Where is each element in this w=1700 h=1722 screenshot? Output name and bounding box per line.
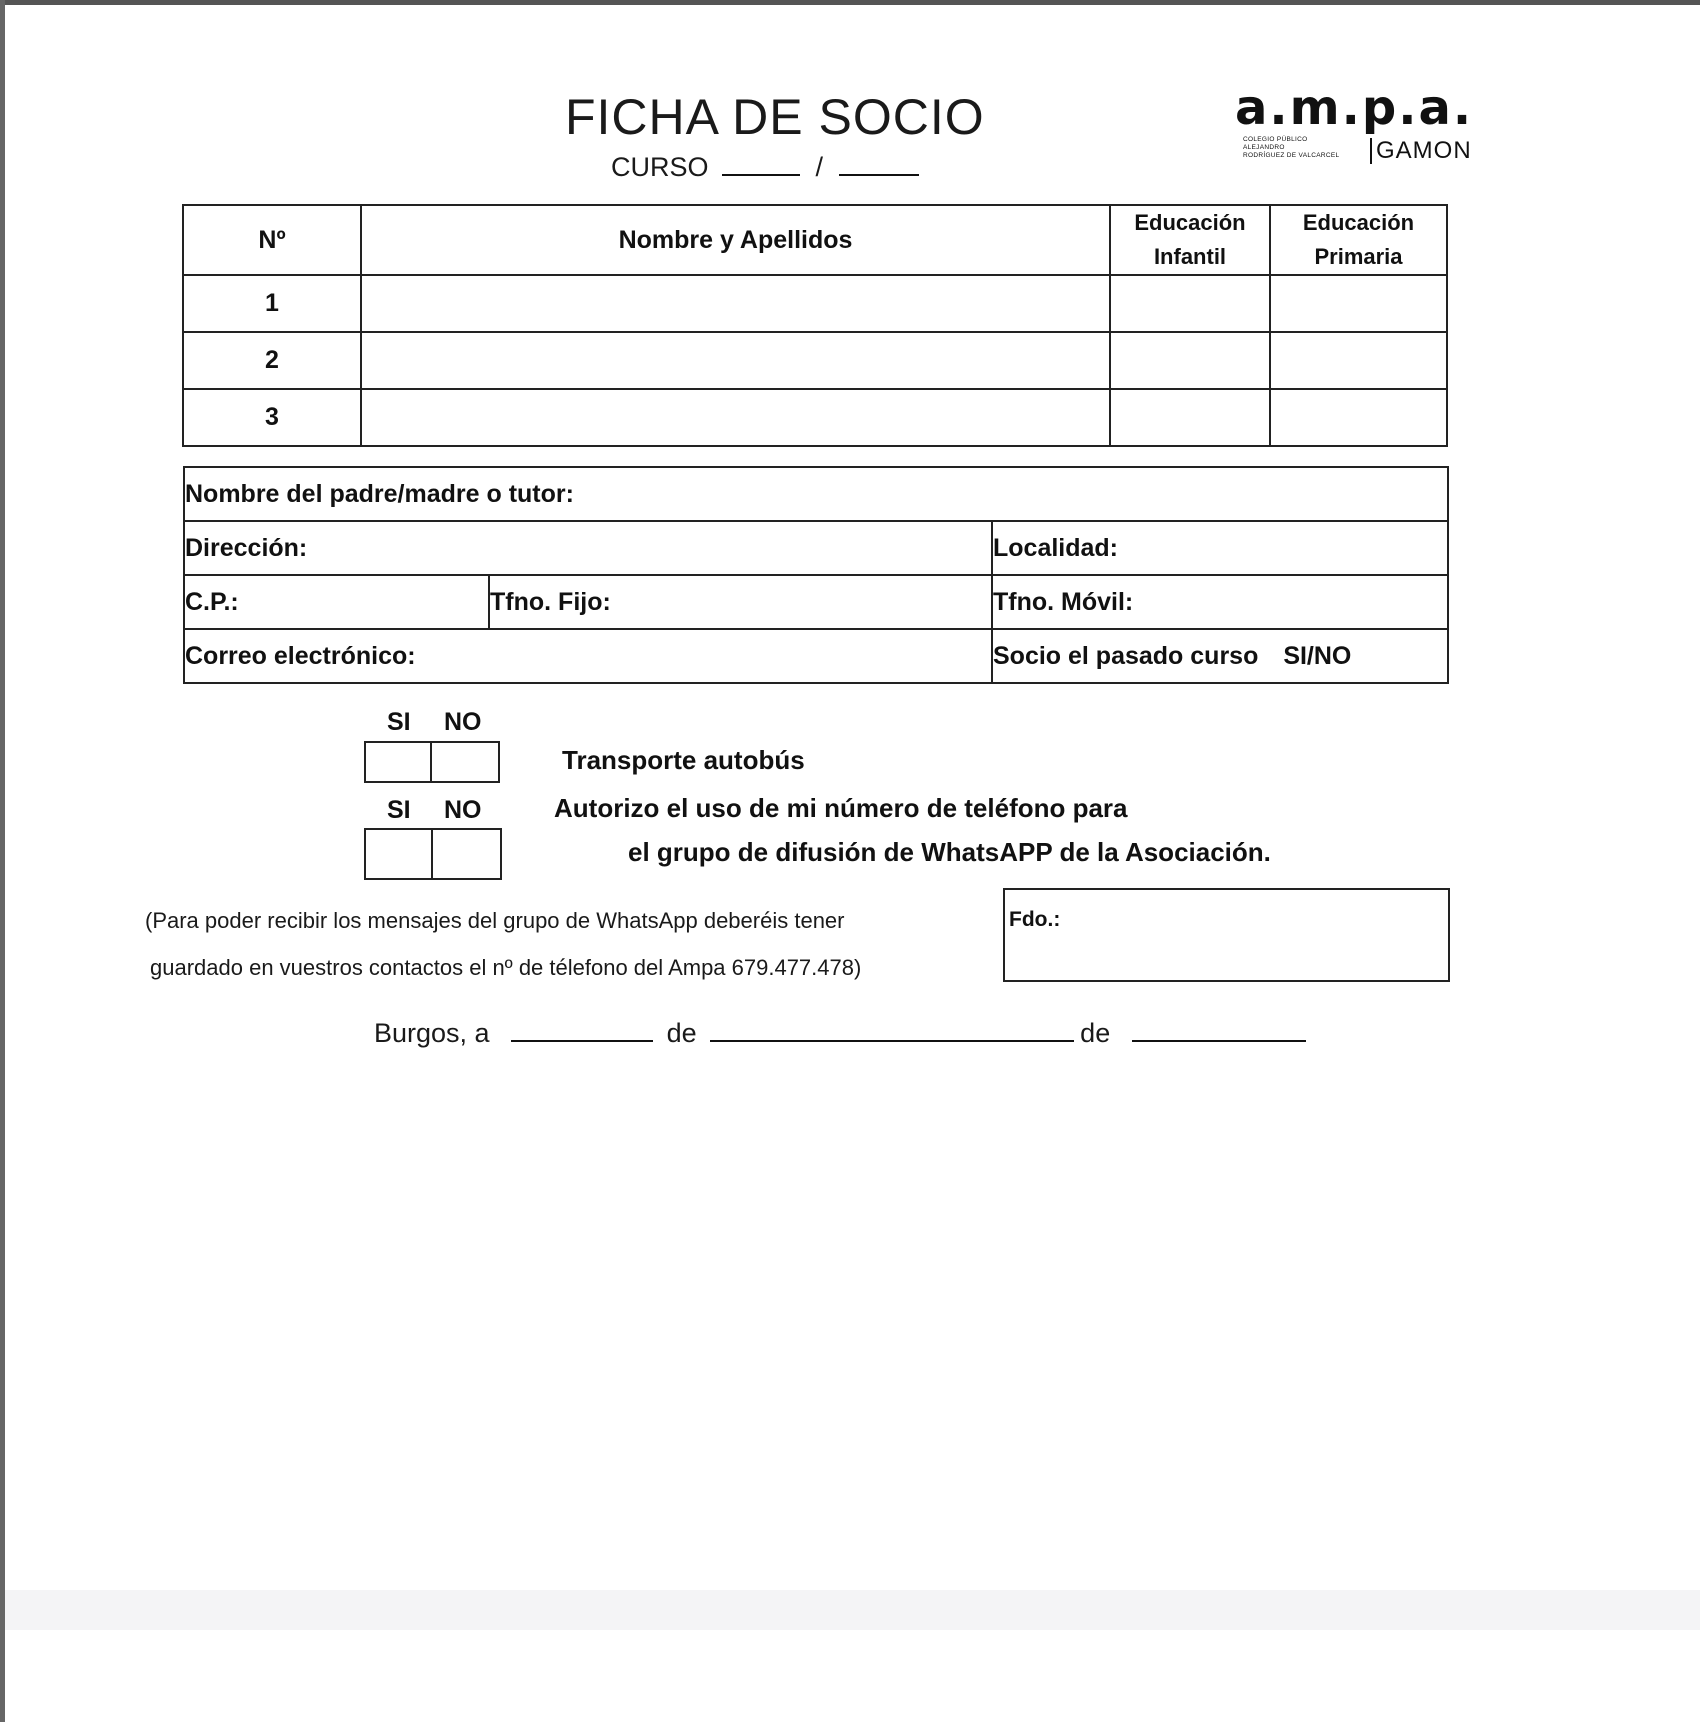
whatsapp-no-checkbox[interactable]	[433, 830, 500, 878]
whatsapp-si-checkbox[interactable]	[366, 830, 433, 878]
landline-field[interactable]	[489, 575, 992, 629]
postal-code-label: C.P.:	[185, 587, 239, 616]
logo-gamon: GAMON	[1370, 138, 1472, 164]
paper-fold-band	[5, 1590, 1700, 1630]
email-row	[184, 629, 1448, 683]
header-number: Nº	[183, 205, 361, 275]
whatsapp-no-label: NO	[444, 796, 482, 824]
header-primaria	[1270, 205, 1447, 275]
header-infantil-line-1: Educación	[1134, 210, 1246, 235]
logo-line-2: ALEJANDRO	[1243, 144, 1285, 151]
infantil-field[interactable]	[1110, 389, 1270, 446]
whatsapp-checkboxes	[364, 828, 502, 880]
curso-line	[611, 152, 919, 183]
email-field[interactable]	[184, 629, 992, 683]
date-de-1: de	[666, 1018, 697, 1048]
whatsapp-label-line-2: el grupo de difusión de WhatsAPP de la Asociación.	[628, 837, 1271, 867]
transport-no-label: NO	[444, 708, 482, 736]
header-name: Nombre y Apellidos	[361, 205, 1110, 275]
email-label: Correo electrónico:	[185, 641, 416, 670]
past-member-field[interactable]	[992, 629, 1448, 683]
primaria-field[interactable]	[1270, 389, 1447, 446]
infantil-field[interactable]	[1110, 332, 1270, 389]
transport-si-label: SI	[387, 708, 411, 736]
row-number: 3	[183, 389, 361, 446]
curso-separator: /	[815, 152, 824, 182]
parent-name-label: Nombre del padre/madre o tutor:	[185, 479, 574, 508]
ampa-logo	[1235, 80, 1480, 168]
month-field[interactable]	[710, 1016, 1074, 1042]
transport-label: Transporte autobús	[562, 745, 805, 775]
mobile-field[interactable]	[992, 575, 1448, 629]
signature-label: Fdo.:	[1009, 908, 1061, 931]
whatsapp-label-line-1: Autorizo el uso de mi número de teléfono para	[554, 793, 1128, 823]
header-infantil	[1110, 205, 1270, 275]
day-field[interactable]	[511, 1016, 653, 1042]
student-name-field[interactable]	[361, 389, 1110, 446]
locality-label: Localidad:	[993, 533, 1119, 562]
primaria-field[interactable]	[1270, 332, 1447, 389]
postal-code-field[interactable]	[184, 575, 489, 629]
infantil-field[interactable]	[1110, 275, 1270, 332]
student-name-field[interactable]	[361, 332, 1110, 389]
address-label: Dirección:	[185, 533, 308, 562]
curso-year-end-field[interactable]	[839, 152, 919, 176]
table-row	[183, 332, 1447, 389]
table-row	[183, 389, 1447, 446]
parent-info-table	[183, 466, 1449, 684]
primaria-field[interactable]	[1270, 275, 1447, 332]
mobile-label: Tfno. Móvil:	[993, 587, 1134, 616]
landline-label: Tfno. Fijo:	[490, 587, 611, 616]
row-number: 2	[183, 332, 361, 389]
logo-school-name	[1243, 136, 1339, 160]
transport-si-checkbox[interactable]	[366, 743, 432, 781]
address-field[interactable]	[184, 521, 992, 575]
curso-label: CURSO	[611, 152, 709, 182]
form-title: FICHA DE SOCIO	[565, 89, 985, 145]
logo-letters: a.m.p.a.	[1235, 80, 1474, 136]
header-primaria-line-2: Primaria	[1314, 244, 1403, 269]
past-member-label: Socio el pasado curso	[993, 641, 1259, 670]
parent-name-field[interactable]	[184, 467, 1448, 521]
logo-line-3: RODRÍGUEZ DE VALCARCEL	[1243, 152, 1340, 159]
signature-box[interactable]	[1003, 888, 1450, 982]
table-row	[183, 275, 1447, 332]
scan-edge-top	[0, 0, 1700, 5]
address-row	[184, 521, 1448, 575]
locality-field[interactable]	[992, 521, 1448, 575]
scan-edge-left	[0, 0, 5, 1722]
student-name-field[interactable]	[361, 275, 1110, 332]
logo-line-1: COLEGIO PÚBLICO	[1243, 136, 1308, 143]
date-line	[374, 1016, 1312, 1049]
curso-year-start-field[interactable]	[722, 152, 800, 176]
parent-name-row	[184, 467, 1448, 521]
note-line-1: (Para poder recibir los mensajes del grupo de WhatsApp deberéis tener	[145, 908, 845, 933]
students-table	[182, 204, 1448, 447]
whatsapp-si-label: SI	[387, 796, 411, 824]
date-prefix: Burgos, a	[374, 1018, 490, 1048]
transport-no-checkbox[interactable]	[432, 743, 498, 781]
row-number: 1	[183, 275, 361, 332]
note-line-2: guardado en vuestros contactos el nº de télefono del Ampa 679.477.478)	[150, 955, 862, 980]
year-field[interactable]	[1132, 1016, 1306, 1042]
past-member-options: SI/NO	[1283, 641, 1352, 670]
phone-row	[184, 575, 1448, 629]
header-primaria-line-1: Educación	[1302, 210, 1415, 235]
students-header-row	[183, 205, 1447, 275]
header-infantil-line-2: Infantil	[1153, 244, 1227, 269]
transport-checkboxes	[364, 741, 500, 783]
date-de-2: de	[1080, 1018, 1111, 1048]
